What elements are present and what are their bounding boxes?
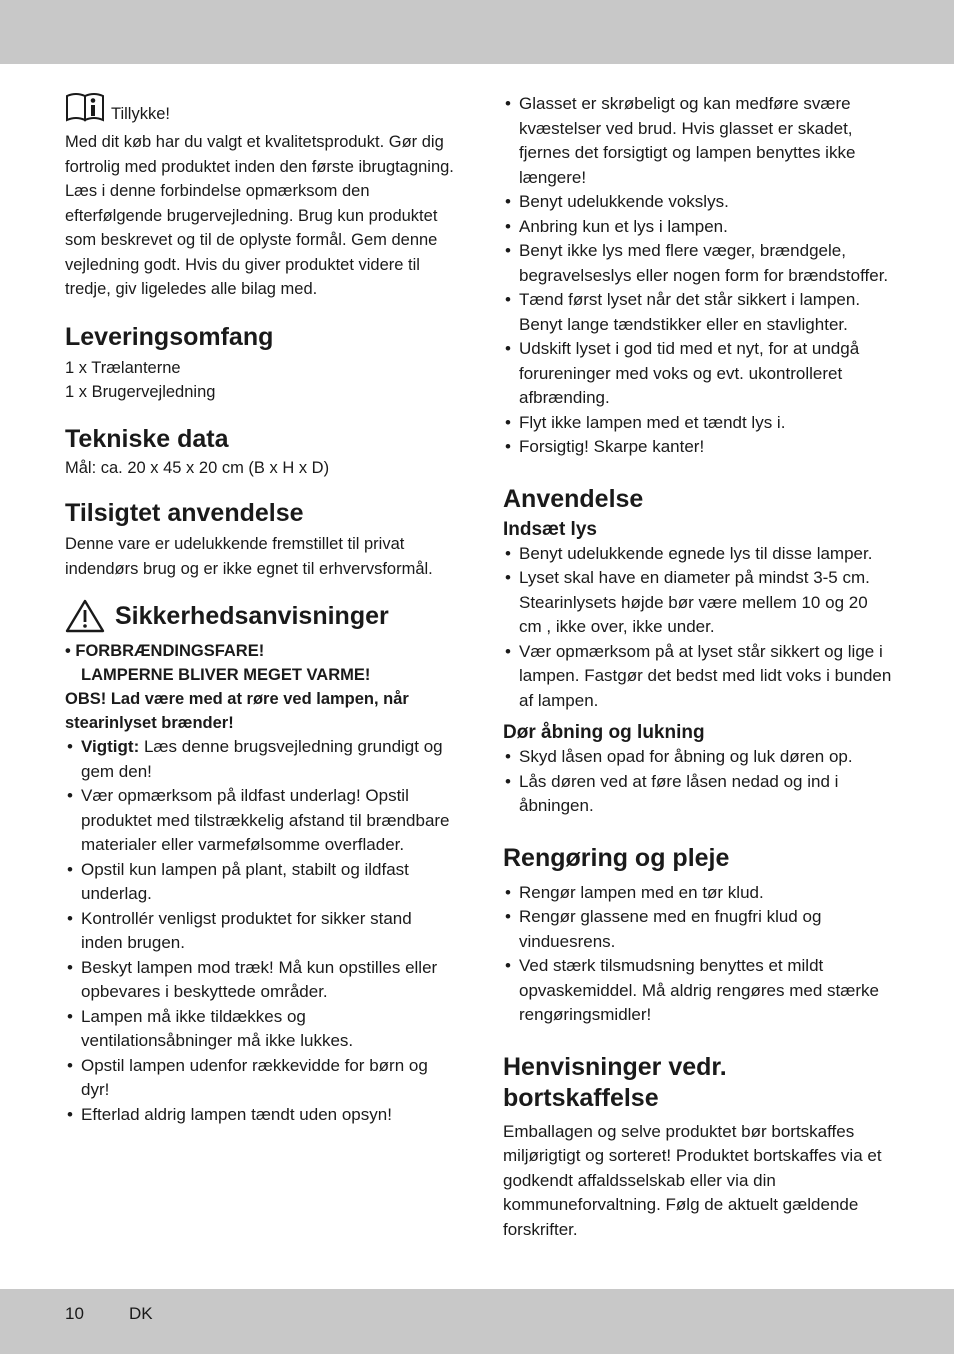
list-item: • Lås døren ved at føre låsen nedad og ind i åbningen. — [503, 770, 895, 819]
vigtigt-label: Vigtigt: — [81, 737, 140, 756]
list-item: • Forsigtig! Skarpe kanter! — [503, 435, 895, 460]
list-item: • Benyt ikke lys med flere væger, brændgele, begravelseslys eller nogen form for brændstoffer. — [503, 239, 895, 288]
section-heading-anvendelse: Anvendelse — [503, 484, 644, 513]
list-item: • Benyt udelukkende vokslys. — [503, 190, 895, 215]
intro-text: Med dit køb har du valgt et kvalitetsprodukt. Gør dig fortrolig med produktet inden den første ibrugtagning. Læs i denne forbindelse opmærksom den efterfølgende brugervejledning. Brug kun produktet som beskrevet og til de oplyste formål. Gem denne vejledning godt. Hvis du giver produktet videre til tredje, giv ligeledes alle bilag med. — [65, 133, 454, 298]
insert-candle-list — [503, 542, 895, 714]
list-item: • Rengør glassene med en fnugfri klud og vinduesrens. — [503, 905, 895, 954]
list-item: • Tænd først lyset når det står sikkert i lampen. Benyt lange tændstikker eller en stavlighter. — [503, 288, 895, 337]
list-item: • Opstil lampen udenfor rækkevidde for børn og dyr! — [65, 1054, 457, 1103]
delivery-item: 1 x Brugervejledning — [65, 383, 216, 401]
list-item: • Vær opmærksom på ildfast underlag! Opstil produktet med tilstrækkelig afstand til brændbare materialer eller varmefølsomme overflader. — [65, 784, 457, 858]
fire-warning-line: LAMPERNE BLIVER MEGET VARME! — [81, 666, 371, 684]
safety-list — [65, 735, 457, 1127]
book-info-icon — [65, 92, 107, 124]
list-item: • Benyt udelukkende egnede lys til disse lamper. — [503, 542, 895, 567]
language-code: DK — [129, 1304, 153, 1323]
section-heading-bortskaffelse: Henvisninger vedr. bortskaffelse — [503, 1052, 727, 1112]
section-heading-leveringsomfang: Leveringsomfang — [65, 322, 274, 351]
fire-warning — [65, 639, 457, 735]
door-list — [503, 745, 895, 819]
list-item — [65, 735, 457, 784]
section-heading-tilsigtet: Tilsigtet anvendelse — [65, 499, 304, 527]
intro-greeting-line — [65, 92, 457, 124]
section-heading-tekniske-data: Tekniske data — [65, 424, 229, 453]
cleaning-list — [503, 881, 895, 1028]
technical-data-text: Mål: ca. 20 x 45 x 20 cm (B x H x D) — [65, 458, 330, 477]
intro-greeting: Tillykke! — [111, 105, 170, 123]
list-item: • Udskift lyset i god tid med et nyt, for at undgå forureninger med voks og evt. ukontrolleret afbrænding. — [503, 337, 895, 411]
left-column — [65, 92, 457, 1127]
warning-triangle-icon — [65, 599, 105, 633]
list-item: • Anbring kun et lys i lampen. — [503, 215, 895, 240]
obs-warning: OBS! Lad være med at røre ved lampen, når stearinlyset brænder! — [65, 690, 409, 732]
list-item: • Skyd låsen opad for åbning og luk døren op. — [503, 745, 895, 770]
section-heading-rengoring: Rengøring og pleje — [503, 843, 730, 872]
list-item: • Lampen må ikke tildækkes og ventilationsåbninger må ikke lukkes. — [65, 1005, 457, 1054]
right-column — [503, 92, 895, 1242]
bullet: • — [65, 642, 76, 660]
list-item: • Kontrollér venligst produktet for sikker stand inden brugen. — [65, 907, 457, 956]
list-item: • Flyt ikke lampen med et tændt lys i. — [503, 411, 895, 436]
top-header-bar — [0, 0, 954, 64]
delivery-item: 1 x Trælanterne — [65, 358, 181, 377]
list-item: • Glasset er skrøbeligt og kan medføre svære kvæstelser ved brud. Hvis glasset er skadet, fjernes det forsigtigt og lampen benyttes ikke længere! — [503, 92, 895, 190]
fire-warning-line: FORBRÆNDINGSFARE! — [75, 642, 265, 660]
list-item: • Efterlad aldrig lampen tændt uden opsyn! — [65, 1103, 457, 1128]
safety-heading-row — [65, 599, 457, 633]
subheading-dor: Dør åbning og lukning — [503, 722, 705, 743]
vigtigt-text: Læs denne brugsvejledning grundigt og gem den! — [81, 737, 443, 781]
list-item: • Rengør lampen med en tør klud. — [503, 881, 895, 906]
list-item: • Opstil kun lampen på plant, stabilt og ildfast underlag. — [65, 858, 457, 907]
disposal-text: Emballagen og selve produktet bør bortskaffes miljørigtigt og sorteret! Produktet bortskaffes via et godkendt affaldsselskab eller via din kommuneforvaltning. Følg de aktuelt gældende forskrifter. — [503, 1121, 882, 1239]
list-item: • Ved stærk tilsmudsning benyttes et mildt opvaskemiddel. Må aldrig rengøres med stærke rengøringsmidler! — [503, 954, 895, 1028]
list-item: • Lyset skal have en diameter på mindst 3-5 cm. Stearinlysets højde bør være mellem 10 og 20 cm , ikke over, ikke under. — [503, 566, 895, 640]
intended-use-text: Denne vare er udelukkende fremstillet til privat indendørs brug og er ikke egnet til erhvervsformål. — [65, 535, 433, 578]
subheading-indsaet-lys: Indsæt lys — [503, 518, 597, 540]
list-item: • Vær opmærksom på at lyset står sikkert og lige i lampen. Fastgør det bedst med lidt voks i bunden af lampen. — [503, 640, 895, 714]
safety-list-continued — [503, 92, 895, 460]
section-heading-sikkerhed: Sikkerhedsanvisninger — [115, 602, 389, 630]
list-item: • Beskyt lampen mod træk! Må kun opstilles eller opbevares i beskyttede områder. — [65, 956, 457, 1005]
page-number: 10 — [65, 1304, 84, 1323]
